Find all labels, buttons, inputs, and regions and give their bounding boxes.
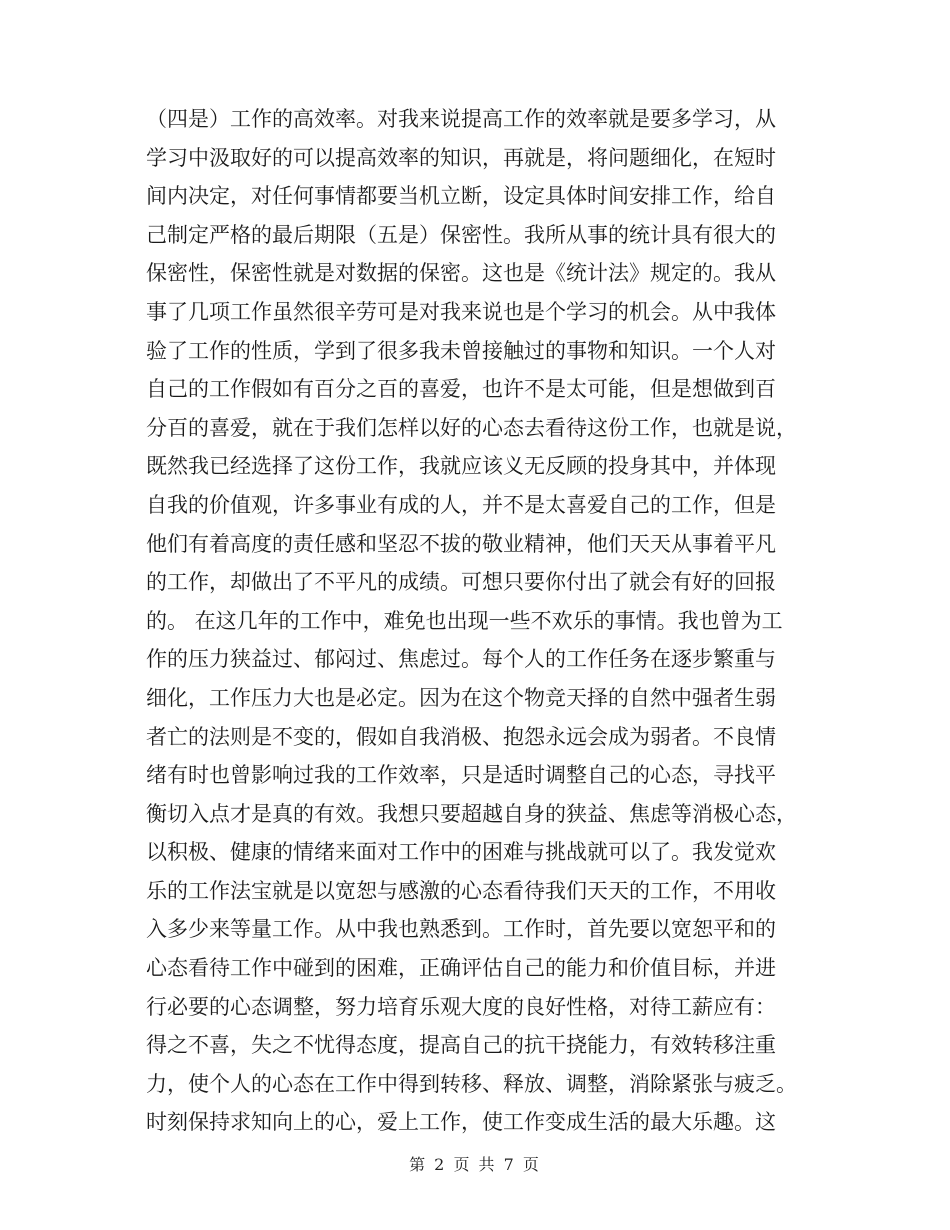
text-line: （四是）工作的高效率。对我来说提高工作的效率就是要多学习，从 [146,107,776,131]
text-line: 学习中汲取好的可以提高效率的知识，再就是，将问题细化，在短时 [146,145,776,170]
page-number: 第 2 页 共 7 页 [409,1155,541,1174]
text-line: 作的压力狭益过、郁闷过、焦虑过。每个人的工作任务在逐步繁重与 [146,647,776,672]
text-line: 入多少来等量工作。从中我也熟悉到。工作时，首先要以宽恕平和的 [146,917,776,942]
text-line: 保密性，保密性就是对数据的保密。这也是《统计法》规定的。我从 [146,261,776,286]
text-line: 乐的工作法宝就是以宽恕与感激的心态看待我们天天的工作，不用收 [146,878,776,903]
text-line: 绪有时也曾影响过我的工作效率，只是适时调整自己的心态，寻找平 [146,763,776,788]
text-line: 事了几项工作虽然很辛劳可是对我来说也是个学习的机会。从中我体 [146,299,776,324]
text-line: 他们有着高度的责任感和坚忍不拔的敬业精神，他们天天从事着平凡 [146,531,776,556]
text-line: 行必要的心态调整，努力培育乐观大度的良好性格，对待工薪应有： [146,994,776,1019]
text-line: 既然我已经选择了这份工作，我就应该义无反顾的投身其中，并体现 [146,454,776,479]
text-line: 细化，工作压力大也是必定。因为在这个物竞天择的自然中强者生弱 [146,685,776,710]
text-line: 验了工作的性质，学到了很多我未曾接触过的事物和知识。一个人对 [146,338,776,363]
text-line: 以积极、健康的情绪来面对工作中的困难与挑战就可以了。我发觉欢 [146,840,776,865]
text-line: 得之不喜，失之不忧得态度，提高自己的抗干挠能力，有效转移注重 [146,1033,776,1058]
text-line: 自我的价值观，许多事业有成的人，并不是太喜爱自己的工作，但是 [146,492,776,517]
text-line: 间内决定，对任何事情都要当机立断，设定具体时间安排工作，给自 [146,184,776,209]
text-line: 己制定严格的最后期限（五是）保密性。我所从事的统计具有很大的 [146,222,776,247]
text-line: 分百的喜爱，就在于我们怎样以好的心态去看待这份工作，也就是说， [146,415,797,440]
text-line: 自己的工作假如有百分之百的喜爱，也许不是太可能，但是想做到百 [146,377,776,402]
text-line: 衡切入点才是真的有效。我想只要超越自身的狭益、焦虑等消极心态， [146,801,797,826]
text-line: 的工作，却做出了不平凡的成绩。可想只要你付出了就会有好的回报 [146,570,776,595]
body-text [146,100,806,1142]
text-line: 者亡的法则是不变的，假如自我消极、抱怨永远会成为弱者。不良情 [146,724,776,749]
text-line: 心态看待工作中碰到的困难，正确评估自己的能力和价值目标，并进 [146,956,776,981]
text-line: 力，使个人的心态在工作中得到转移、释放、调整，消除紧张与疲乏。 [146,1071,797,1096]
text-line: 的。 在这几年的工作中，难免也出现一些不欢乐的事情。我也曾为工 [146,608,783,633]
text-line: 时刻保持求知向上的心，爱上工作，使工作变成生活的最大乐趣。这 [146,1110,776,1135]
